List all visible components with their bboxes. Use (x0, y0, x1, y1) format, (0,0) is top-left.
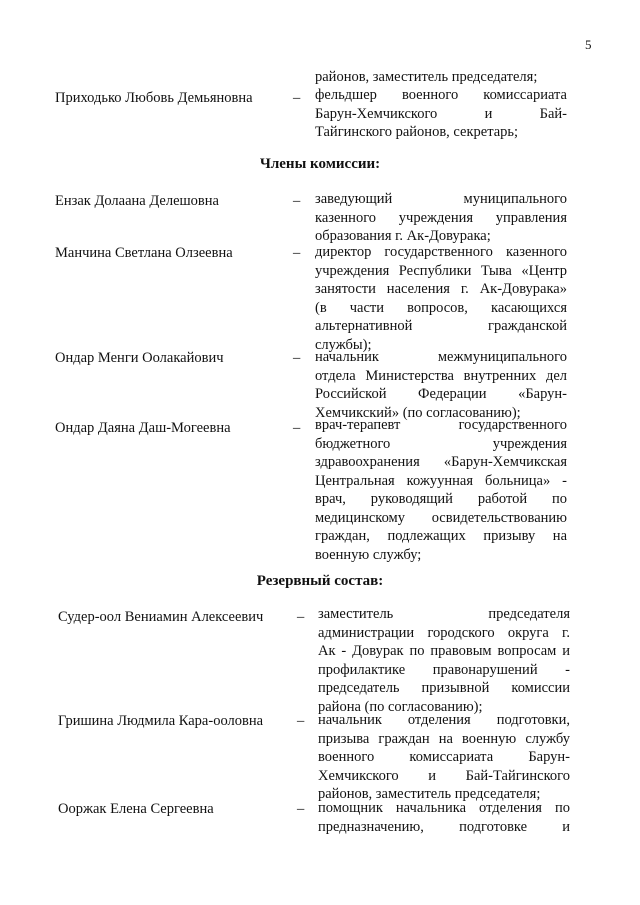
entry-description (318, 711, 570, 804)
member-name: Манчина Светлана Олзеевна (55, 245, 233, 261)
desc-line: (в части вопросов, касающихся (315, 299, 567, 316)
member-name: Ооржак Елена Сергеевна (58, 801, 214, 817)
desc-line: врач, руководящий работой по (315, 491, 567, 507)
desc-line: районов, заместитель председателя; (318, 786, 541, 802)
entry-description (315, 86, 567, 142)
desc-line: медицинскому освидетельствованию (315, 509, 567, 526)
entry-description (315, 190, 567, 246)
entry-dash: – (293, 350, 301, 366)
desc-line: директор государственного казенного (315, 244, 567, 260)
desc-line: граждан, подлежащих призыву на (315, 528, 567, 544)
entry-description (315, 416, 567, 564)
desc-line: Хемчикского и Бай-Тайгинского (318, 767, 570, 784)
member-name: Приходько Любовь Демьяновна (55, 90, 253, 106)
desc-line: помощник начальника отделения по (318, 800, 570, 816)
entry-dash: – (293, 245, 301, 261)
entry-description (315, 68, 567, 87)
entry-dash: – (297, 713, 305, 729)
desc-line: Барун-Хемчикского и Бай- (315, 105, 567, 122)
members-heading: Члены комиссии: (259, 156, 381, 172)
desc-line: начальник межмуниципального (315, 349, 567, 365)
desc-line: казенного учреждения управления (315, 209, 567, 226)
desc-line: призыва граждан на военную службу (318, 730, 570, 747)
desc-line: образования г. Ак-Довурака; (315, 228, 491, 244)
desc-line: Ак - Довурак по правовым вопросам и (318, 643, 570, 659)
desc-line: администрации городского округа г. (318, 624, 570, 641)
entry-dash: – (297, 609, 305, 625)
desc-line: Российской Федерации «Барун- (315, 386, 567, 402)
entry-description (315, 348, 567, 422)
entry-dash: – (297, 801, 305, 817)
page-number: 5 (585, 37, 592, 52)
desc-line: военную службу; (315, 546, 422, 563)
desc-line: Центральная кожуунная больница» - (315, 472, 567, 489)
desc-line: Хемчикский» (по согласованию); (315, 404, 521, 421)
entry-dash: – (293, 193, 301, 209)
entry-dash: – (293, 420, 301, 436)
desc-line: предназначению, подготовке и (318, 818, 570, 835)
desc-line: фельдшер военного комиссариата (315, 87, 567, 103)
member-name: Ензак Долаана Делешовна (55, 193, 219, 209)
desc-line: профилактике правонарушений - (318, 661, 570, 678)
desc-line: заместитель председателя (318, 606, 570, 622)
desc-line: военного комиссариата Барун- (318, 749, 570, 765)
desc-line: председатель призывной комиссии (318, 680, 570, 696)
desc-line: заведующий муниципального (315, 191, 567, 207)
entry-description (318, 799, 570, 836)
member-name: Ондар Даяна Даш-Могеевна (55, 420, 231, 436)
desc-line: альтернативной гражданской (315, 318, 567, 334)
member-name: Судер-оол Вениамин Алексеевич (58, 609, 264, 625)
desc-line: отдела Министерства внутренних дел (315, 367, 567, 384)
member-name: Ондар Менги Оолакайович (55, 350, 224, 366)
member-name: Гришина Людмила Кара-ооловна (58, 713, 264, 729)
entry-description (315, 243, 567, 354)
entry-description (318, 605, 570, 716)
desc-line: здравоохранения «Барун-Хемчикская (315, 454, 567, 470)
reserve-heading: Резервный состав: (256, 573, 384, 589)
desc-line: учреждения Республики Тыва «Центр (315, 262, 567, 279)
desc-line: района (по согласованию); (318, 698, 483, 715)
desc-line: занятости населения г. Ак-Довурака» (315, 281, 567, 297)
desc-line: службы); (315, 336, 372, 353)
desc-line: начальник отделения подготовки, (318, 712, 570, 728)
desc-line: бюджетного учреждения (315, 435, 567, 452)
entry-dash: – (293, 90, 301, 106)
desc-line: врач-терапевт государственного (315, 417, 567, 433)
desc-line: районов, заместитель председателя; (315, 69, 538, 85)
desc-line: Тайгинского районов, секретарь; (315, 124, 519, 140)
